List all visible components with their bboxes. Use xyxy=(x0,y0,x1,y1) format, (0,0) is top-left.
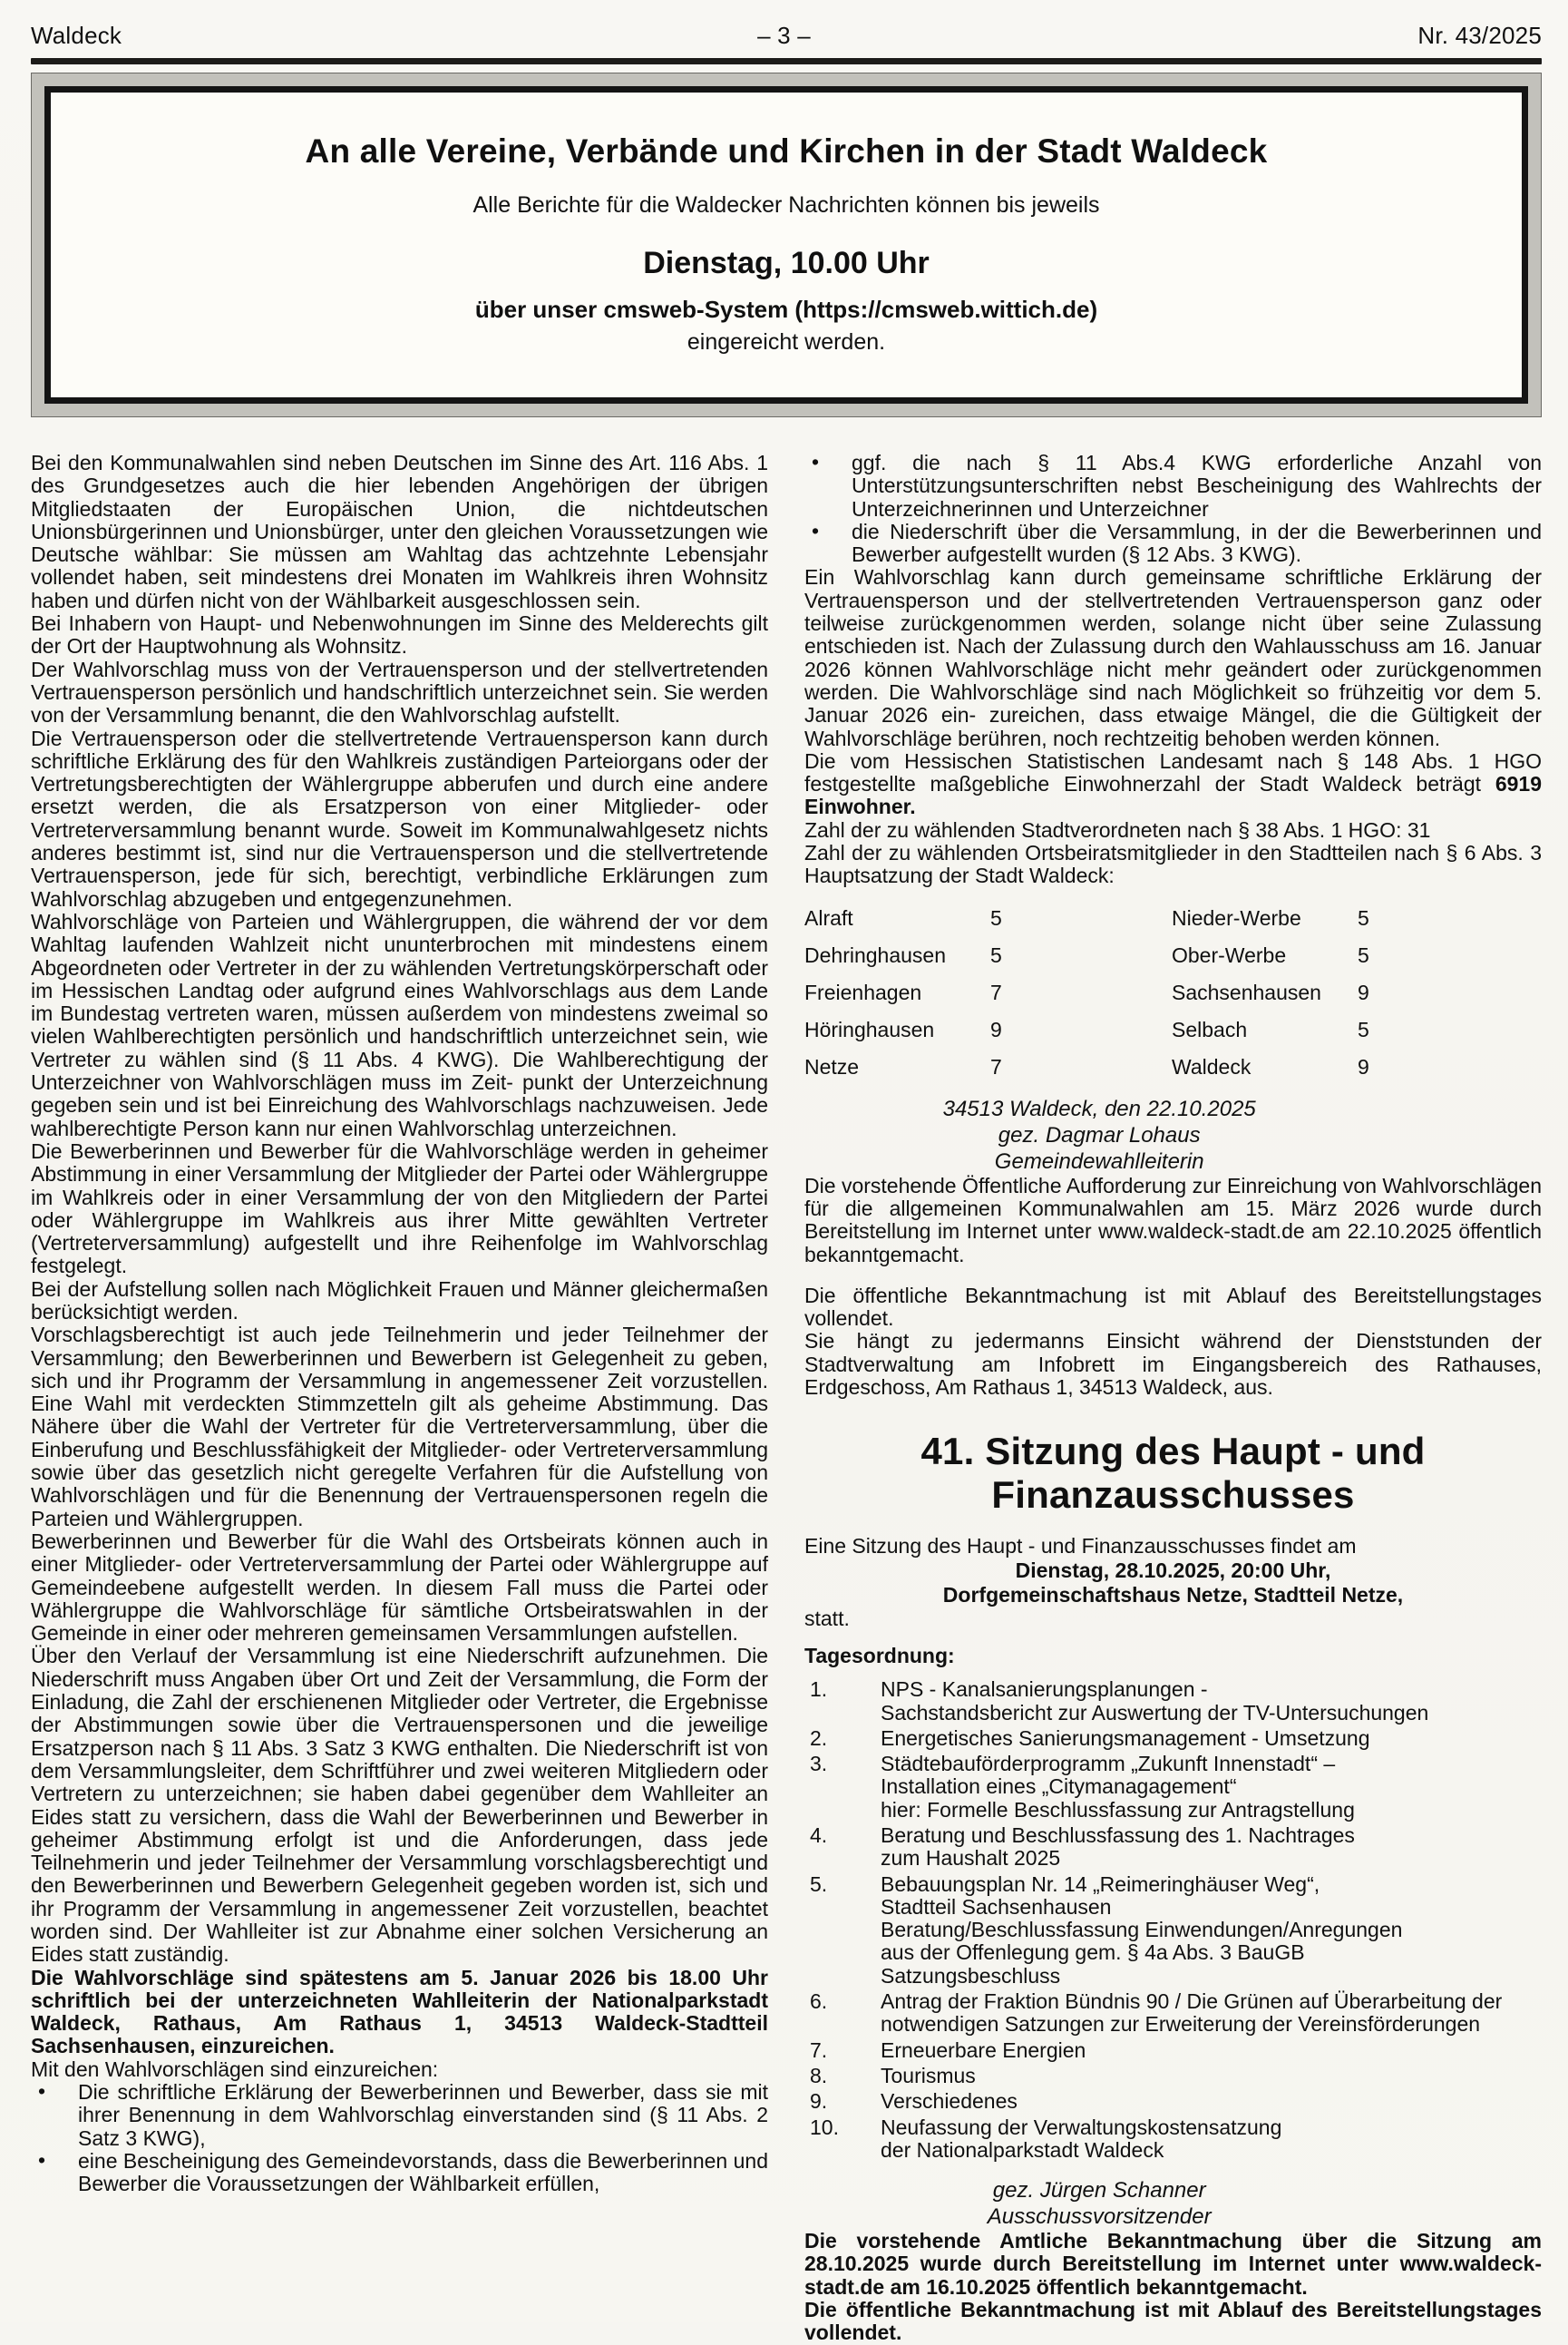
right-column xyxy=(804,452,1542,2345)
agenda-text xyxy=(881,1873,1542,1988)
paragraph: Eine Sitzung des Haupt - und Finanzausschusses findet am xyxy=(804,1534,1357,1558)
agenda-line: Energetisches Sanierungsmanagement - Umsetzung xyxy=(881,1725,1370,1750)
agenda-line: aus der Offenlegung gem. § 4a Abs. 3 BauGB xyxy=(881,1940,1305,1965)
centered-line: Dienstag, 28.10.2025, 20:00 Uhr, xyxy=(1015,1558,1331,1582)
bullet-item xyxy=(31,2081,768,2150)
agenda-number: 9. xyxy=(810,2089,828,2114)
bullet-icon: • xyxy=(38,2079,46,2104)
agenda-number: 6. xyxy=(810,1989,828,2014)
agenda-item xyxy=(804,2065,1542,2087)
district-name: Selbach xyxy=(1172,1018,1248,1042)
district-name: Alraft xyxy=(804,906,853,931)
page-number: – 3 – xyxy=(757,22,811,49)
paragraph: statt. xyxy=(804,1606,850,1630)
agenda-item xyxy=(804,2090,1542,2113)
district-count: 5 xyxy=(1358,906,1369,931)
district-name: Waldeck xyxy=(1172,1055,1251,1080)
district-name: Dehringhausen xyxy=(804,943,947,968)
header-divider xyxy=(31,58,1542,64)
text-run: 6919 Einwohner. xyxy=(804,772,1542,819)
agenda-item xyxy=(804,1824,1542,1871)
spacer xyxy=(804,888,1542,901)
district-name: Höringhausen xyxy=(804,1018,935,1042)
district-count: 5 xyxy=(990,906,1002,931)
notice-closing-line: eingereicht werden. xyxy=(687,329,886,355)
agenda-line: Antrag der Fraktion Bündnis 90 / Die Grünen auf Überarbeitung der xyxy=(881,1989,1503,2014)
district-name: Freienhagen xyxy=(804,981,922,1005)
agenda-number: 7. xyxy=(810,2037,828,2062)
centered-line: 34513 Waldeck, den 22.10.2025 xyxy=(942,1096,1256,1121)
paragraph: Ein Wahlvorschlag kann durch gemeinsame schriftliche Erklärung der Vertrauensperson und der stellvertretenden Vertrauensperson ganz oder teilweise zurückgenommen werden, solange nicht über seine Zulassung entschieden ist. Nach der Zulassung durch den Wahlausschuss am 16. Januar 2026 können Wahlvorschläge nicht mehr geändert oder zurückgenommen werden. Die Wahlvorschläge sind nach Möglichkeit so frühzeitig vor dem 5. Januar 2026 ein- zureichen, dass etwaige Mängel, die die Gültigkeit der Wahlvorschläge berühren, noch rechtzeitig behoben werden können. xyxy=(804,565,1542,750)
agenda-line: zum Haushalt 2025 xyxy=(881,1846,1061,1871)
masthead-issue-number: Nr. 43/2025 xyxy=(1417,22,1542,49)
district-count: 5 xyxy=(990,943,1002,968)
centered-line: gez. Jürgen Schanner xyxy=(992,2178,1206,2203)
agenda-line: Bebauungsplan Nr. 14 „Reimeringhäuser Weg“, xyxy=(881,1871,1320,1896)
agenda-number: 1. xyxy=(810,1677,828,1702)
paragraph: Bei der Aufstellung sollen nach Möglichkeit Frauen und Männer gleichermaßen berücksichtigt werden. xyxy=(31,1276,768,1324)
centered-line: Dorfgemeinschaftshaus Netze, Stadtteil Netze, xyxy=(942,1582,1404,1607)
table-row xyxy=(804,1012,1438,1050)
notice-system-url: über unser cmsweb-System (https://cmsweb.wittich.de) xyxy=(474,296,1098,323)
heading-line: 41. Sitzung des Haupt - und xyxy=(920,1430,1426,1473)
bullet-item xyxy=(31,2147,768,2196)
paragraph: Die öffentliche Bekanntmachung ist mit Ablauf des Bereitstellungstages vollendet. xyxy=(804,1283,1542,1331)
agenda-line: NPS - Kanalsanierungsplanungen - xyxy=(881,1677,1208,1702)
district-name: Ober-Werbe xyxy=(1172,943,1287,968)
district-count: 7 xyxy=(990,1055,1002,1080)
agenda-number: 3. xyxy=(810,1752,828,1776)
notice-deadline: Dienstag, 10.00 Uhr xyxy=(643,246,930,280)
paragraph: Mit den Wahlvorschlägen sind einzureichen: xyxy=(31,2057,439,2081)
paragraph: Über den Verlauf der Versammlung ist eine Niederschrift aufzunehmen. Die Niederschrift muss Angaben über Ort und Zeit der Versammlung, die Form der Einladung, die Zahl der erschienenen Mitglieder oder Vertreter, die Ergebnisse der Abstimmungen sowie über die Vertrauenspersonen und die jeweilige Ersatzperson nach § 11 Abs. 3 Satz 3 KWG enthalten. Die Niederschrift ist von dem Versammlungsleiter, dem Schriftführer und zwei weiteren Mitgliedern oder Vertretern zu unterzeichnen; sie haben dabei gegenüber dem Wahlleiter an Eides statt zu versichern, dass die Wahl der Bewerberinnen und Bewerber in geheimer Abstimmung erfolgt ist und die Anforderungen, dass jede Teilnehmerin und jeder Teilnehmer der Versammlung vorschlagsberechtigt und den Bewerberinnen und Bewerbern Gelegenheit gegeben worden ist, sich und ihr Programm der Versammlung in angemessener Zeit vorzustellen, beachtet worden sind. Der Wahlleiter ist zur Abnahme einer solchen Versicherung an Eides statt zuständig. xyxy=(31,1644,768,1967)
agenda-text xyxy=(881,1824,1542,1871)
bullet-text: Die schriftliche Erklärung der Bewerberinnen und Bewerber, dass sie mit ihrer Benennung in dem Wahlvorschlag einverstanden sind (§ 11 Abs. 2 Satz 3 KWG), xyxy=(78,2080,768,2150)
district-count: 5 xyxy=(1358,943,1369,968)
agenda-text xyxy=(881,1727,1542,1750)
agenda-line: Satzungsbeschluss xyxy=(881,1963,1061,1988)
agenda-text xyxy=(881,1753,1542,1822)
page-header xyxy=(31,0,1542,50)
paragraph: Bei den Kommunalwahlen sind neben Deutschen im Sinne des Art. 116 Abs. 1 des Grundgesetzes auch die hier lebenden Angehörigen der übrigen Mitgliedstaaten der Europäischen Union, die nichtdeutschen Unionsbürgerinnen und Unionsbürger, unter den gleichen Voraussetzungen wie Deutsche wählbar: Sie müssen am Wahltag das achtzehnte Lebensjahr vollendet haben, seit mindestens drei Monaten im Wahlkreis ihren Wohnsitz haben und dürfen nicht von der Wählbarkeit ausgeschlossen sein. xyxy=(31,451,768,612)
agenda-line: der Nationalparkstadt Waldeck xyxy=(881,2137,1164,2162)
centered-line: gez. Dagmar Lohaus xyxy=(998,1122,1201,1148)
agenda-item xyxy=(804,1990,1542,2037)
agenda-number: 8. xyxy=(810,2063,828,2087)
paragraph: Wahlvorschläge von Parteien und Wählergruppen, die während der vor dem Wahltag laufenden Wahlzeit nicht ununterbrochen mit mindestens einem Abgeordneten oder Vertreter in der zu wählenden Vertretungskörperschaft oder im Hessischen Landtag oder aufgrund eines Wahlvorschlags aus dem Lande im Bundestag vertreten waren, müssen außerdem von mindestens zweimal so vielen Wahlberechtigten persönlich und handschriftlich unterzeichnet sein, wie Vertreter zu wählen sind (§ 11 Abs. 4 KWG). Die Wahlberechtigung der Unterzeichner von Wahlvorschlägen muss im Zeit- punkt der Unterzeichnung gegeben sein und ist bei Einreichung des Wahlvorschlags nachzuweisen. Jede wahlberechtigte Person kann nur einen Wahlvorschlag unterzeichnen. xyxy=(31,909,768,1140)
agenda-line: Installation eines „Citymanagagement“ xyxy=(881,1774,1237,1799)
agenda-text xyxy=(881,1990,1542,2037)
paragraph: Zahl der zu wählenden Ortsbeiratsmitglieder in den Stadtteilen nach § 6 Abs. 3 Hauptsatzung der Stadt Waldeck: xyxy=(804,841,1542,888)
district-table xyxy=(804,901,1438,1087)
left-column xyxy=(31,452,768,2345)
paragraph: Die vorstehende Amtliche Bekanntmachung über die Sitzung am 28.10.2025 wurde durch Bereitstellung im Internet unter www.waldeck-stadt.de am 16.10.2025 öffentlich bekanntgemacht. xyxy=(804,2229,1542,2299)
agenda-item xyxy=(804,1873,1542,1988)
paragraph: Tagesordnung: xyxy=(804,1643,955,1667)
agenda-item xyxy=(804,2116,1542,2163)
spacer xyxy=(804,1266,1542,1285)
table-row xyxy=(804,1050,1438,1087)
agenda-number: 4. xyxy=(810,1822,828,1847)
agenda-item xyxy=(804,1727,1542,1750)
bullet-icon: • xyxy=(812,518,820,542)
agenda-line: Beratung/Beschlussfassung Einwendungen/Anregungen xyxy=(881,1918,1403,1942)
agenda-item xyxy=(804,1753,1542,1822)
agenda-text xyxy=(881,2065,1542,2087)
paragraph: Die vorstehende Öffentliche Aufforderung zur Einreichung von Wahlvorschlägen für die allgemeinen Kommunalwahlen am 15. März 2026 wurde durch Bereitstellung im Internet unter www.waldeck-stadt.de am 22.10.2025 öffentlich bekanntgemacht. xyxy=(804,1173,1542,1266)
district-count: 9 xyxy=(1358,981,1369,1005)
paragraph: Die Bewerberinnen und Bewerber für die Wahlvorschläge werden in geheimer Abstimmung in einer Versammlung der Mitglieder der Partei oder Wählergruppe im Wahlkreis oder in einer Versammlung der von den Mitgliedern der Partei oder Wählergruppe im Wahlkreis aus ihrer Mitte gewählten Vertreter (Vertreterversammlung) aufgestellt und ihre Reihenfolge im Wahlvorschlag festgelegt. xyxy=(31,1138,768,1278)
centered-block xyxy=(804,2177,1394,2230)
agenda-line: Verschiedenes xyxy=(881,2089,1018,2114)
agenda-number: 10. xyxy=(810,2115,839,2139)
paragraph: Zahl der zu wählenden Stadtverordneten nach § 38 Abs. 1 HGO: 31 xyxy=(804,817,1431,842)
spacer xyxy=(804,1399,1542,1430)
district-count: 5 xyxy=(1358,1018,1369,1042)
paragraph: Der Wahlvorschlag muss von der Vertrauensperson und der stellvertretenden Vertrauensperson persönlich und handschriftlich unterzeichnet sein. Sie werden von der Versammlung benannt, die den Wahlvorschlag aufstellt. xyxy=(31,657,768,728)
agenda-item xyxy=(804,1678,1542,1725)
table-row xyxy=(804,938,1438,975)
table-row xyxy=(804,901,1438,938)
agenda-line: hier: Formelle Beschlussfassung zur Antragstellung xyxy=(881,1797,1355,1822)
paragraph: Die Wahlvorschläge sind spätestens am 5. Januar 2026 bis 18.00 Uhr schriftlich bei der unterzeichneten Wahlleiterin der Nationalparkstadt Waldeck, Rathaus, Am Rathaus 1, 34513 Waldeck-Stadtteil Sachsenhausen, einzureichen. xyxy=(31,1965,768,2058)
paragraph: Die Vertrauensperson oder die stellvertretende Vertrauensperson kann durch schriftliche Erklärung des für den Wahlkreis zuständigen Parteiorgans oder der Vertretungsberechtigten der Wählergruppe abberufen und durch eine andere ersetzt werden, die als Ersatzperson von einer Mitglieder- oder Vertreterversammlung benannt wurde. Soweit im Kommunalwahlgesetz nichts anderes bestimmt ist, sind nur die Vertrauensperson und die stellvertretende Vertrauensperson, jede für sich, berechtigt, verbindliche Erklärungen zum Wahlvorschlag abzugeben und entgegenzunehmen. xyxy=(31,726,768,911)
paragraph: Vorschlagsberechtigt ist auch jede Teilnehmerin und jeder Teilnehmer der Versammlung; den Bewerberinnen und Bewerbern ist Gelegenheit zu geben, sich und ihr Programm der Versammlung in angemessener Zeit vorzustellen. Eine Wahl mit verdeckten Stimmzetteln gilt als geheime Abstimmung. Das Nähere über die Wahl der Vertreter für die Vertreterversammlung, über die Einberufung und Beschlussfähigkeit der Mitglieder- oder Vertreterversammlung sowie über das gesetzlich nicht geregelte Verfahren für die Aufstellung von Wahlvorschlägen und für die Benennung der Vertrauenspersonen regeln die Parteien und Wählergruppen. xyxy=(31,1323,768,1530)
agenda-text xyxy=(881,2116,1542,2163)
paragraph: Bewerberinnen und Bewerber für die Wahl des Ortsbeirats können auch in einer Mitglieder- oder Vertreterversammlung der Partei oder Wählergruppe auf Gemeindeebene aufgestellt werden. In diesem Fall muss die Partei oder Wählergruppe die Wahlvorschläge für sämtliche Ortsbeiratswahlen in der Gemeinde in einer oder mehreren gemeinsamen Versammlungen aufstellen. xyxy=(31,1529,768,1646)
centered-line: Ausschussvorsitzender xyxy=(987,2204,1212,2230)
agenda-line: Beratung und Beschlussfassung des 1. Nachtrages xyxy=(881,1822,1355,1847)
district-name: Sachsenhausen xyxy=(1172,981,1321,1005)
notice-box xyxy=(31,73,1542,417)
agenda-text xyxy=(881,1678,1542,1725)
agenda-line: Neufassung der Verwaltungskostensatzung xyxy=(881,2115,1282,2139)
district-count: 7 xyxy=(990,981,1002,1005)
agenda-list xyxy=(804,1678,1542,2162)
spacer xyxy=(804,1630,1542,1645)
spacer xyxy=(804,1087,1542,1096)
agenda-number: 5. xyxy=(810,1871,828,1896)
bullet-item xyxy=(804,518,1542,567)
centered-block xyxy=(804,1096,1394,1175)
paragraph xyxy=(804,750,1542,819)
agenda-number: 2. xyxy=(810,1725,828,1750)
agenda-line: Tourismus xyxy=(881,2063,976,2087)
bullet-text: eine Bescheinigung des Gemeindevorstands, dass die Bewerberinnen und Bewerber die Voraussetzungen der Wählbarkeit erfüllen, xyxy=(78,2148,768,2196)
agenda-line: Sachstandsbericht zur Auswertung der TV-Untersuchungen xyxy=(881,1700,1429,1725)
bullet-item xyxy=(804,452,1542,521)
bullet-icon: • xyxy=(38,2147,46,2172)
district-count: 9 xyxy=(1358,1055,1369,1080)
section-heading xyxy=(804,1430,1542,1517)
district-name: Nieder-Werbe xyxy=(1172,906,1301,931)
masthead-municipality: Waldeck xyxy=(31,22,122,49)
spacer xyxy=(804,2164,1542,2177)
agenda-line: Stadtteil Sachsenhausen xyxy=(881,1894,1112,1919)
agenda-line: notwendigen Satzungen zur Erweiterung der Vereinsförderungen xyxy=(881,2012,1481,2037)
heading-line: Finanzausschusses xyxy=(991,1473,1355,1517)
notice-title: An alle Vereine, Verbände und Kirchen in der Stadt Waldeck xyxy=(305,132,1268,170)
agenda-line: Erneuerbare Energien xyxy=(881,2037,1086,2062)
table-row xyxy=(804,975,1438,1012)
bullet-text: die Niederschrift über die Versammlung, in der die Bewerberinnen und Bewerber aufgestellt wurden (§ 12 Abs. 3 KWG). xyxy=(852,519,1542,567)
centered-line: Gemeindewahlleiterin xyxy=(994,1148,1204,1174)
text-run: Die vom Hessischen Statistischen Landesamt nach § 148 Abs. 1 HGO festgestellte maßgebliche Einwohnerzahl der Stadt Waldeck beträgt xyxy=(804,748,1542,796)
spacer xyxy=(804,1517,1542,1535)
agenda-line: Städtebauförderprogramm „Zukunft Innenstadt“ – xyxy=(881,1752,1336,1776)
agenda-item xyxy=(804,2039,1542,2062)
district-count: 9 xyxy=(990,1018,1002,1042)
notice-subline: Alle Berichte für die Waldecker Nachrichten können bis jeweils xyxy=(472,192,1100,218)
paragraph: Bei Inhabern von Haupt- und Nebenwohnungen im Sinne des Melderechts gilt der Ort der Hauptwohnung als Wohnsitz. xyxy=(31,611,768,659)
district-name: Netze xyxy=(804,1055,860,1080)
two-column-body xyxy=(31,452,1542,2345)
agenda-text xyxy=(881,2039,1542,2062)
bullet-text: ggf. die nach § 11 Abs.4 KWG erforderliche Anzahl von Unterstützungsunterschriften nebst Bescheinigung des Wahlrechts der Unterzeichnerinnen und Unterzeichner xyxy=(852,451,1542,521)
bullet-icon: • xyxy=(812,450,820,474)
paragraph: Die öffentliche Bekanntmachung ist mit Ablauf des Bereitstellungstages vollendet. xyxy=(804,2298,1542,2345)
paragraph: Sie hängt zu jedermanns Einsicht während der Dienststunden der Stadtverwaltung am Infobrett im Eingangsbereich des Rathauses, Erdgeschoss, Am Rathaus 1, 34513 Waldeck, aus. xyxy=(804,1329,1542,1400)
agenda-text xyxy=(881,2090,1542,2113)
centered-block xyxy=(804,1558,1542,1607)
notice-box-inner xyxy=(44,86,1528,404)
